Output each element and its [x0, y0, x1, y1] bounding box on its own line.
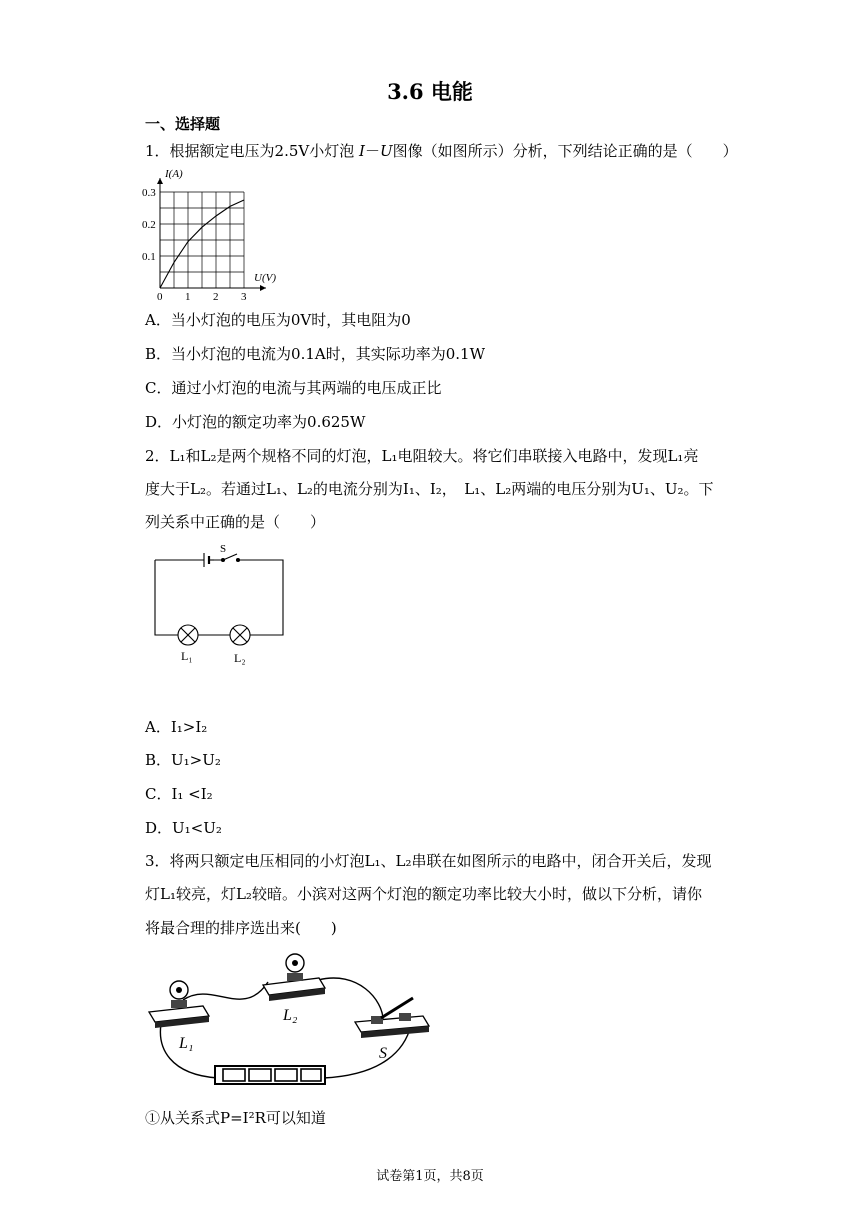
- switch-label: S: [379, 1045, 387, 1062]
- circuit-photo-illustration: [143, 950, 433, 1090]
- q1-option-d: D．小灯泡的额定功率为0.625W: [145, 413, 366, 431]
- chart-y-tick-label: 0.3: [142, 187, 156, 199]
- q1-option-c: C．通过小灯泡的电流与其两端的电压成正比: [145, 379, 442, 397]
- question-2-line-2: 度大于L₂。若通过L₁、L₂的电流分别为I₁、I₂， L₁、L₂两端的电压分别为U₁、U₂。下: [145, 480, 714, 498]
- switch-board: [355, 998, 429, 1038]
- page-title: 3.6 电能: [387, 79, 473, 104]
- q2-option-c: C．I₁ <I₂: [145, 785, 213, 803]
- chart-axes: [157, 178, 266, 291]
- question-3-line-2: 灯L₁较亮，灯L₂较暗。小滨对这两个灯泡的额定功率比较大小时，做以下分析，请你: [145, 885, 702, 903]
- wire-l1-l2: [183, 982, 268, 1000]
- q2-option-d: D．U₁<U₂: [145, 819, 222, 837]
- series-circuit-diagram: [148, 540, 293, 668]
- q2-option-a: A．I₁>I₂: [145, 718, 208, 736]
- lamp-1-label: L₁: [179, 1035, 194, 1052]
- q1-option-a: A．当小灯泡的电压为0V时，其电阻为0: [145, 311, 411, 329]
- question-3-line-1: 3．将两只额定电压相同的小灯泡L₁、L₂串联在如图所示的电路中，闭合开关后，发现: [145, 852, 712, 870]
- chart-y-tick-label: 0.2: [142, 219, 156, 231]
- lamp-1-symbol: [178, 625, 198, 645]
- chart-y-axis-label: I(A): [165, 168, 183, 180]
- lamp-1-label: L₁: [181, 649, 193, 663]
- chart-y-tick-label: 0.1: [142, 251, 156, 263]
- lamp-1-board: [149, 981, 209, 1028]
- question-3-step-1: ①从关系式P=I²R可以知道: [145, 1109, 326, 1127]
- lamp-2-label: L₂: [283, 1007, 298, 1024]
- q1-option-b: B．当小灯泡的电流为0.1A时，其实际功率为0.1W: [145, 345, 485, 363]
- lamp-2-symbol: [230, 625, 250, 645]
- lamp-2-board: [263, 954, 325, 1001]
- chart-x-tick-label: 0: [157, 291, 163, 301]
- wire-l2-switch: [318, 978, 383, 1020]
- page-footer: 试卷第1页，共8页: [376, 1169, 484, 1184]
- question-1-stem: 1．根据额定电压为2.5V小灯泡 I－U图像（如图所示）分析，下列结论正确的是（ ）: [145, 142, 738, 160]
- chart-x-axis-label: U(V): [254, 272, 276, 284]
- q2-option-b: B．U₁>U₂: [145, 751, 221, 769]
- lamp-2-label: L₂: [234, 651, 246, 665]
- chart-tick-labels: [142, 187, 247, 301]
- chart-x-tick-label: 2: [213, 291, 219, 301]
- chart-x-axis-arrow: [260, 285, 266, 291]
- iu-chart: [140, 163, 280, 301]
- circuit-wire: [155, 560, 283, 635]
- question-3-line-3: 将最合理的排序选出来( ): [145, 919, 337, 937]
- battery-box: [215, 1066, 325, 1084]
- switch-label: S: [220, 543, 227, 555]
- chart-x-tick-label: 1: [185, 291, 191, 301]
- section-heading: 一、选择题: [145, 115, 221, 133]
- chart-x-tick-label: 3: [241, 291, 247, 301]
- question-2-line-1: 2．L₁和L₂是两个规格不同的灯泡，L₁电阻较大。将它们串联接入电路中，发现L₁亮: [145, 447, 699, 465]
- chart-grid: [160, 192, 244, 288]
- chart-y-axis-arrow: [157, 178, 163, 184]
- question-2-line-3: 列关系中正确的是（ ）: [145, 513, 326, 531]
